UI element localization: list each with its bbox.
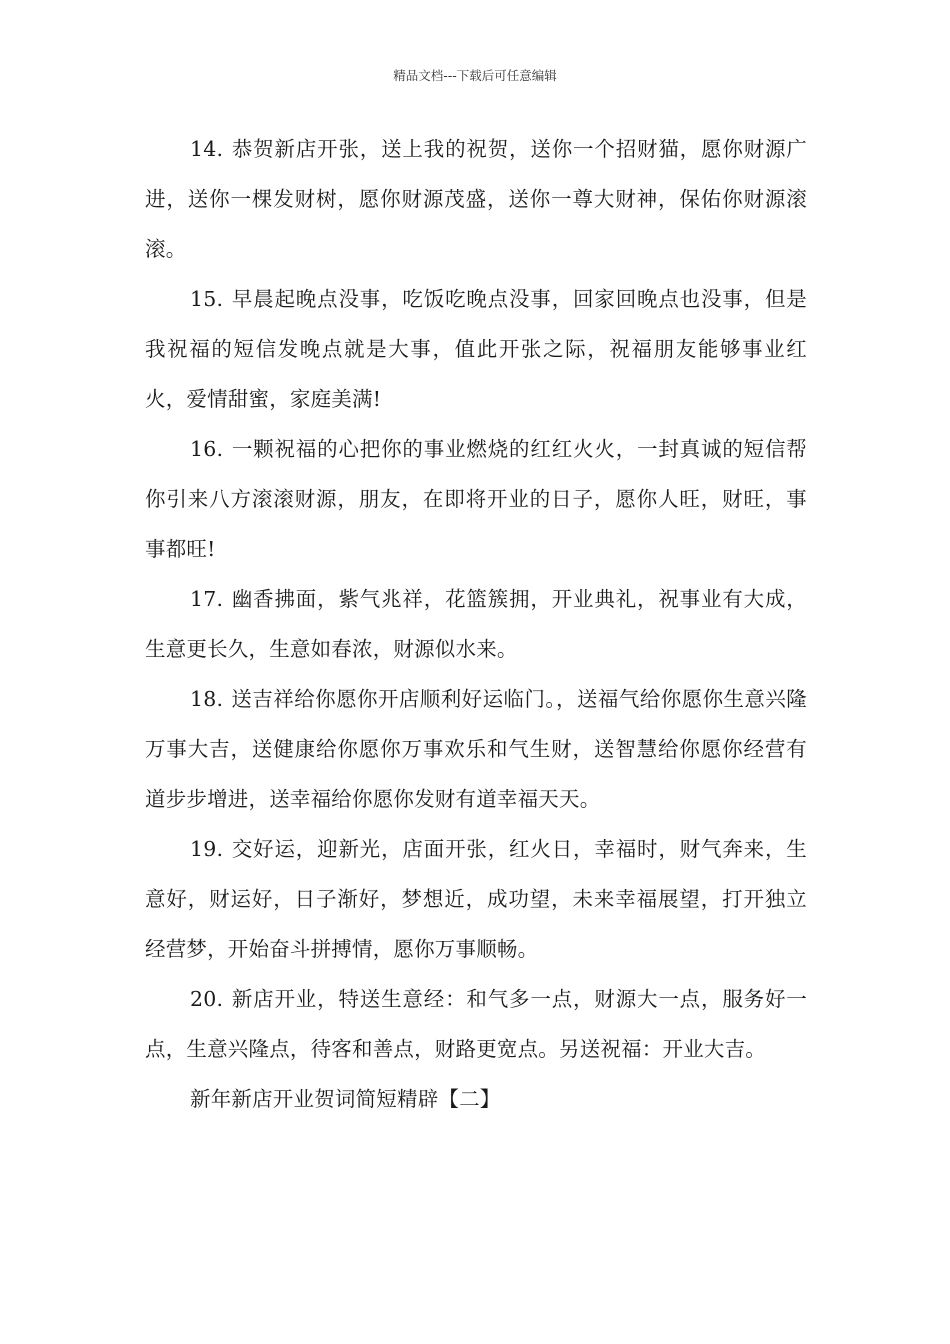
item-number: 19. bbox=[190, 837, 224, 861]
item-text: 一颗祝福的心把你的事业燃烧的红红火火，一封真诚的短信帮你引来八方滚滚财源，朋友，在即将开业的日子，愿你人旺，财旺，事事都旺! bbox=[145, 437, 807, 561]
list-item bbox=[145, 424, 807, 574]
item-text: 恭贺新店开张，送上我的祝贺，送你一个招财猫，愿你财源广进，送你一棵发财树，愿你财源茂盛，送你一尊大财神，保佑你财源滚滚。 bbox=[145, 137, 807, 261]
document-body bbox=[145, 124, 807, 1124]
list-item bbox=[145, 974, 807, 1074]
item-text: 早晨起晚点没事，吃饭吃晚点没事，回家回晚点也没事，但是我祝福的短信发晚点就是大事，值此开张之际，祝福朋友能够事业红火，爱情甜蜜，家庭美满! bbox=[145, 287, 807, 411]
item-text: 新店开业，特送生意经：和气多一点，财源大一点，服务好一点，生意兴隆点，待客和善点，财路更宽点。另送祝福：开业大吉。 bbox=[145, 987, 807, 1061]
item-text: 交好运，迎新光，店面开张，红火日，幸福时，财气奔来，生意好，财运好，日子渐好，梦想近，成功望，未来幸福展望，打开独立经营梦，开始奋斗拼搏情，愿你万事顺畅。 bbox=[145, 837, 807, 961]
list-item bbox=[145, 574, 807, 674]
list-item bbox=[145, 124, 807, 274]
item-text: 幽香拂面，紫气兆祥，花篮簇拥，开业典礼，祝事业有大成，生意更长久，生意如春浓，财源似水来。 bbox=[145, 587, 807, 661]
item-number: 18. bbox=[190, 687, 224, 711]
item-number: 16. bbox=[190, 437, 224, 461]
section-title: 新年新店开业贺词简短精辟【二】 bbox=[190, 1087, 501, 1111]
item-text: 送吉祥给你愿你开店顺利好运临门。，送福气给你愿你生意兴隆万事大吉，送健康给你愿你万事欢乐和气生财，送智慧给你愿你经营有道步步增进，送幸福给你愿你发财有道幸福天天。 bbox=[145, 687, 807, 811]
item-number: 20. bbox=[190, 987, 224, 1011]
item-number: 14. bbox=[190, 137, 224, 161]
page-header: 精品文档---下载后可任意编辑 bbox=[393, 68, 557, 83]
list-item bbox=[145, 674, 807, 824]
list-item bbox=[145, 274, 807, 424]
item-number: 15. bbox=[190, 287, 224, 311]
item-number: 17. bbox=[190, 587, 224, 611]
list-item bbox=[145, 824, 807, 974]
